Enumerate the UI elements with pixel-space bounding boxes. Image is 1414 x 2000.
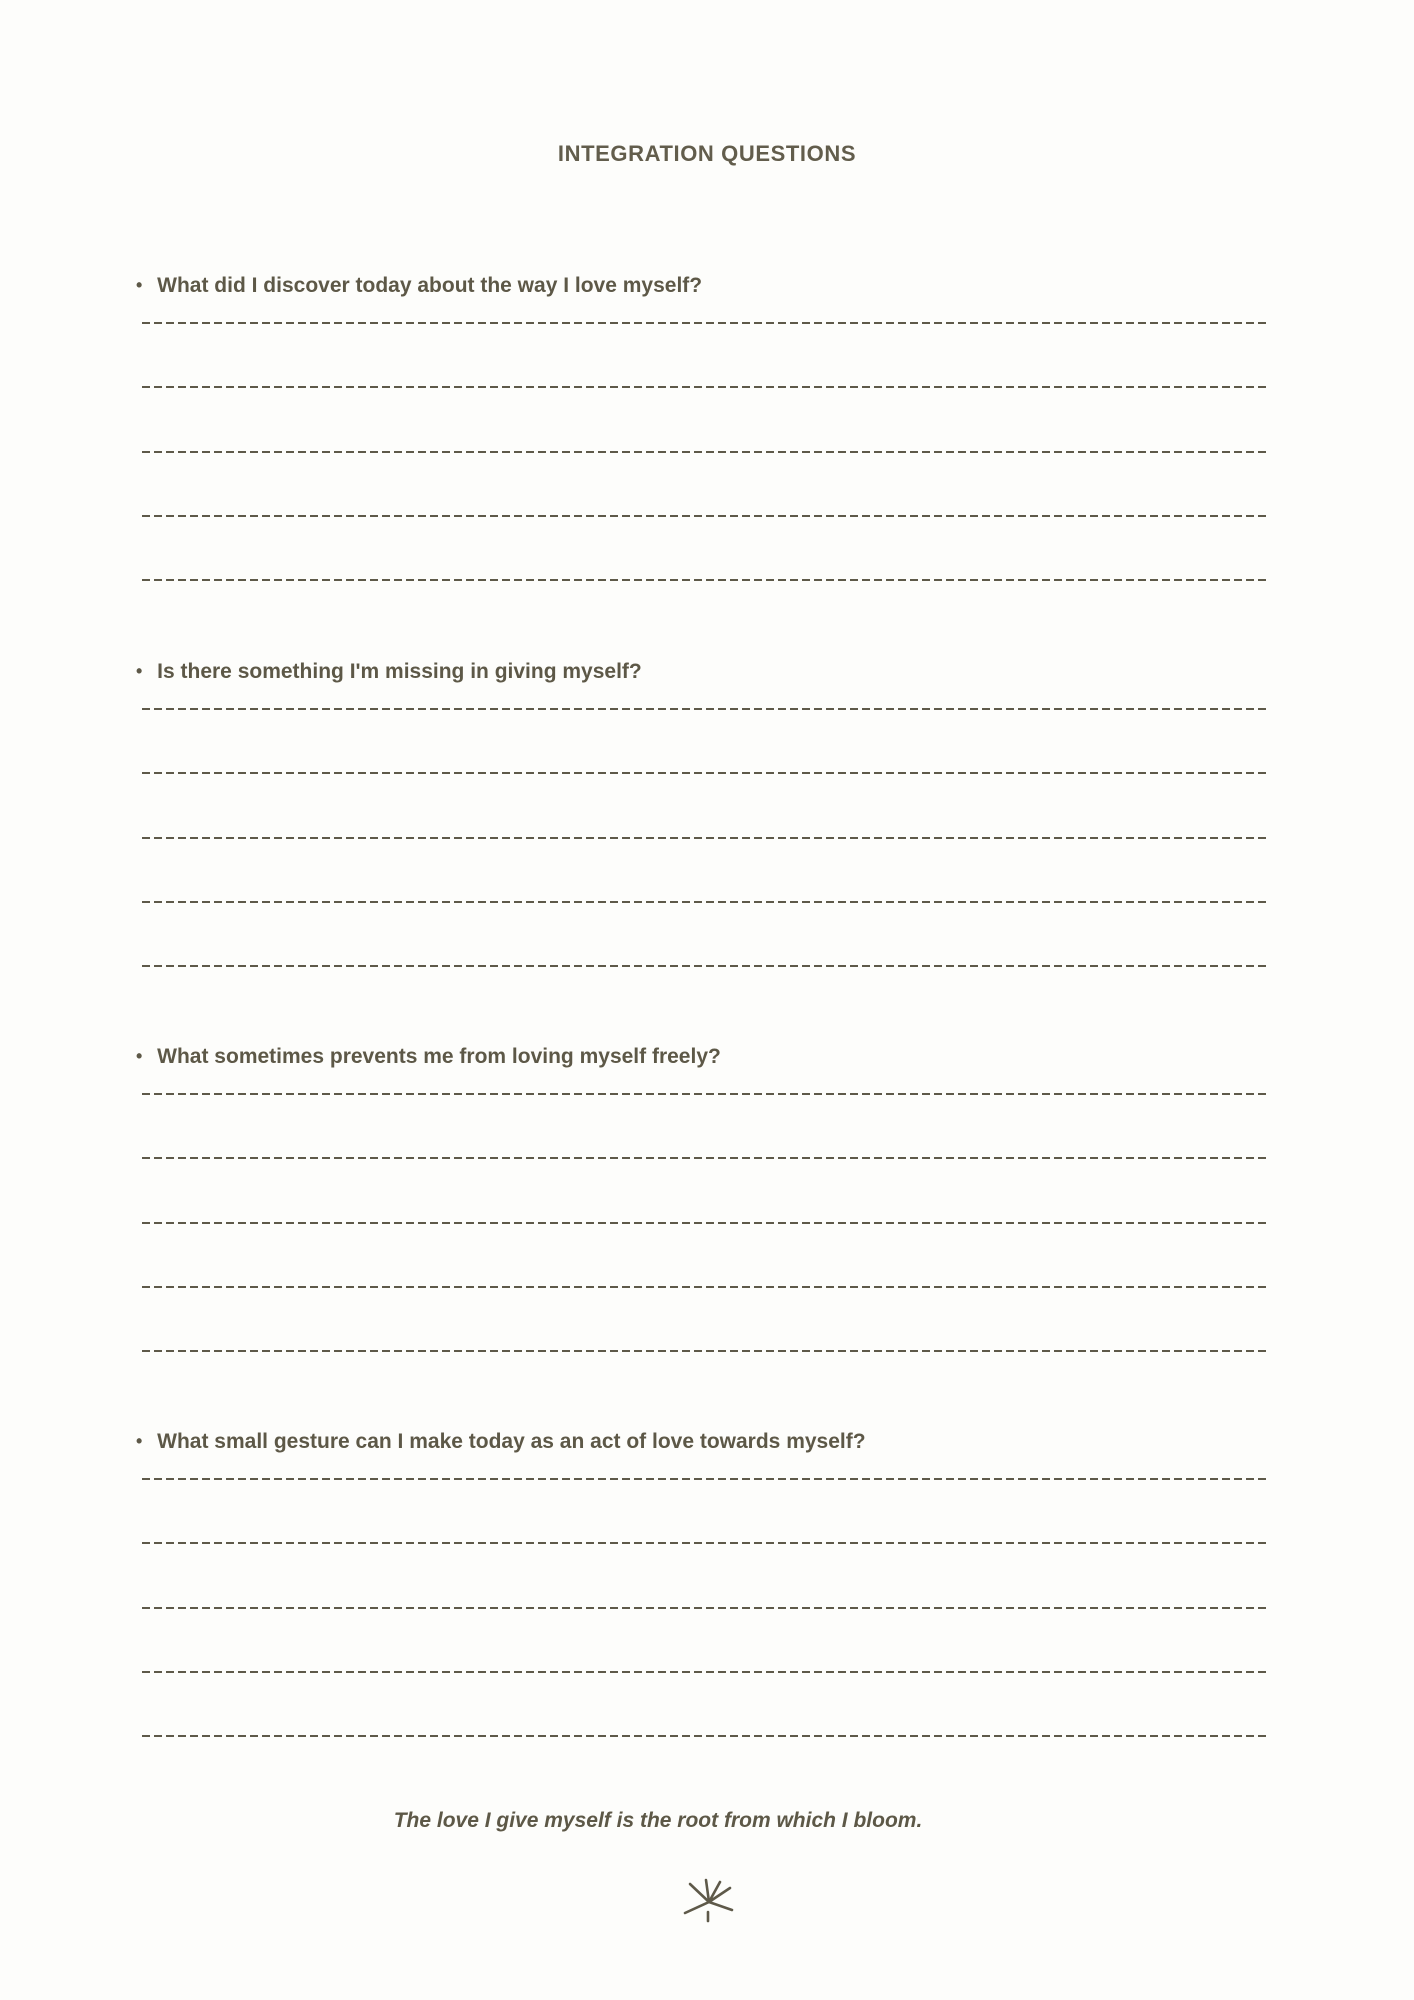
question-label bbox=[136, 656, 642, 687]
answer-line bbox=[142, 965, 1268, 967]
question-label bbox=[136, 1041, 721, 1072]
question-section bbox=[136, 1426, 1268, 1756]
answer-line bbox=[142, 1350, 1268, 1352]
question-text: What sometimes prevents me from loving myself freely? bbox=[157, 1045, 721, 1068]
answer-line bbox=[142, 901, 1268, 903]
question-text: Is there something I'm missing in giving myself? bbox=[157, 660, 642, 683]
question-label bbox=[136, 1426, 866, 1457]
bullet-icon: • bbox=[136, 661, 143, 681]
question-section bbox=[136, 270, 1268, 600]
bullet-icon: • bbox=[136, 1431, 143, 1451]
question-text: What small gesture can I make today as an act of love towards myself? bbox=[157, 1430, 866, 1453]
answer-line bbox=[142, 1222, 1268, 1224]
answer-line bbox=[142, 322, 1268, 324]
answer-line bbox=[142, 1286, 1268, 1288]
bullet-icon: • bbox=[136, 1046, 143, 1066]
answer-line bbox=[142, 772, 1268, 774]
closing-quote: The love I give myself is the root from which I bloom. bbox=[393, 1809, 923, 1832]
question-label bbox=[136, 270, 702, 301]
question-text: What did I discover today about the way I love myself? bbox=[157, 274, 703, 297]
answer-line bbox=[142, 386, 1268, 388]
answer-line bbox=[142, 1478, 1268, 1480]
answer-line bbox=[142, 1735, 1268, 1737]
answer-line bbox=[142, 515, 1268, 517]
answer-line bbox=[142, 837, 1268, 839]
answer-line bbox=[142, 579, 1268, 581]
question-section bbox=[136, 656, 1268, 986]
answer-line bbox=[142, 451, 1268, 453]
answer-line bbox=[142, 1671, 1268, 1673]
answer-line bbox=[142, 1542, 1268, 1544]
answer-line bbox=[142, 1093, 1268, 1095]
bullet-icon: • bbox=[136, 275, 143, 295]
answer-line bbox=[142, 708, 1268, 710]
page-title: INTEGRATION QUESTIONS bbox=[557, 141, 857, 166]
answer-line bbox=[142, 1607, 1268, 1609]
question-section bbox=[136, 1041, 1268, 1371]
answer-line bbox=[142, 1157, 1268, 1159]
asterisk-icon bbox=[683, 1874, 735, 1924]
